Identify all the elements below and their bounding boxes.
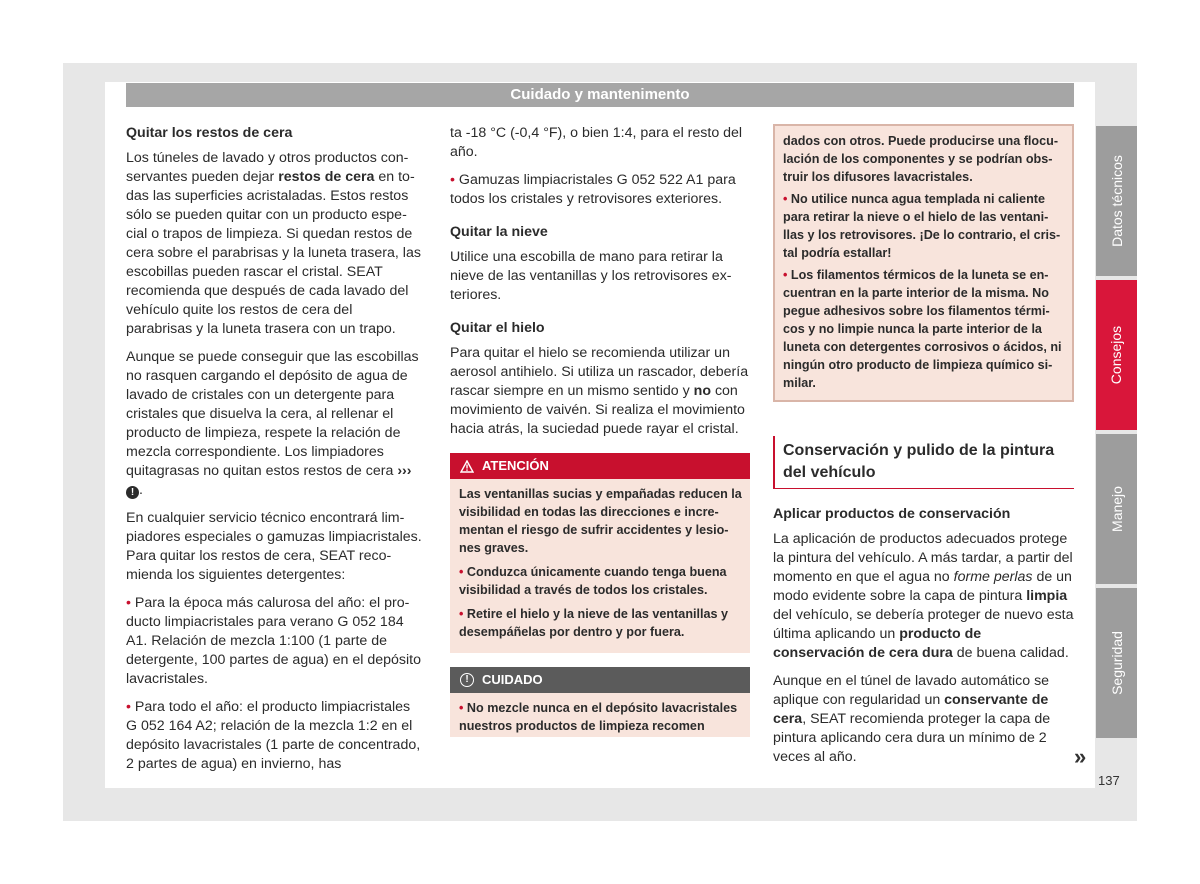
heading-ice: Quitar el hielo	[450, 320, 545, 336]
paragraph-service: En cualquier servicio técnico encontrará limpiadores especiales o gamuzas limpiacristales. Para quitar los restos de cera, SEAT recomienda los siguientes detergentes:	[126, 510, 422, 583]
tab-datos-tecnicos[interactable]: Datos técnicos	[1096, 126, 1137, 276]
care-text: dados con otros. Puede producirse una floculación de los componentes y se podrían obstruir los difusores lavacristales.	[783, 134, 1059, 184]
paragraph-car-wash: Aunque en el túnel de lavado automático se aplique con regularidad un conservante de cera, SEAT recomienda proteger la capa de pintura aplicando cera dura un mínimo de 2 veces al año.	[773, 673, 1051, 765]
column-left	[126, 124, 422, 783]
care-bullet: • Los filamentos térmicos de la luneta se encuentran en la parte interior de la misma. No pegue adhesivos sobre los filamentos térmicos y no limpie nunca la parte interior de la luneta con detergentes corrosivos o ácidos, ni ningún otro producto de limpieza químico similar.	[783, 268, 1062, 390]
info-circle-icon: !	[460, 673, 474, 687]
paragraph-wax-intro: Los túneles de lavado y otros productos conservantes pueden dejar restos de cera en todas las superficies acristaladas. Estos restos sólo se pueden quitar con un producto especial o trapos de limpieza. Si quedan restos de cera sobre el parabrisas y la luneta trasera, las escobillas pueden rascar el cristal. SEAT recomienda que después de cada lavado del vehículo quite los restos de cera del parabrisas y la luneta trasera con un trapo.	[126, 150, 421, 337]
tab-seguridad[interactable]: Seguridad	[1096, 588, 1137, 738]
care-bullet: • No utilice nunca agua templada ni caliente para retirar la nieve o el hielo de las ventanillas y los retrovisores. ¡De lo contrario, el cristal podría estallar!	[783, 192, 1061, 260]
paragraph-snow: Utilice una escobilla de mano para retirar la nieve de las ventanillas y los retrovisores exteriores.	[450, 249, 732, 303]
cross-reference-arrow[interactable]: ›››	[397, 463, 412, 479]
care-header	[450, 667, 750, 693]
bullet-chamois: • Gamuzas limpiacristales G 052 522 A1 para todos los cristales y retrovisores exteriores.	[450, 172, 736, 207]
bullet-summer: • Para la época más calurosa del año: el producto limpiacristales para verano G 052 184 A1. Relación de mezcla 1:100 (1 parte de detergente, 100 partes de agua) en el depósito lavacristales.	[126, 595, 422, 687]
column-right	[773, 124, 1074, 776]
care-box-continued	[773, 124, 1074, 402]
attention-header	[450, 453, 750, 479]
tab-consejos[interactable]: Consejos	[1096, 280, 1137, 430]
attention-bullet: • Conduzca únicamente cuando tenga buena visibilidad a través de todos los cristales.	[459, 565, 727, 597]
paragraph-apply: La aplicación de productos adecuados protege la pintura del vehículo. A más tardar, a partir del momento en que el agua no forme perlas de un modo evidente sobre la capa de pintura limpia del vehículo, se debería proteger de nuevo esta última aplicando un producto de conservación de cera dura de buena calidad.	[773, 531, 1074, 661]
column-middle	[450, 124, 750, 737]
section-title-paint: Conservación y pulido de la pintura del vehículo	[773, 436, 1074, 489]
warning-triangle-icon	[460, 460, 474, 473]
paragraph-ice: Para quitar el hielo se recomienda utilizar un aerosol antihielo. Si utiliza un rascador, debería rascar siempre en un mismo sentido y no con movimiento de vaivén. Si realiza el movimiento hacia atrás, la suciedad puede rayar el cristal.	[450, 345, 749, 437]
attention-body	[450, 479, 750, 653]
page-header: Cuidado y mantenimento	[126, 83, 1074, 107]
heading-wax: Quitar los restos de cera	[126, 125, 293, 141]
page-number: 137	[1098, 773, 1120, 788]
paragraph-continued: ta -18 °C (-0,4 °F), o bien 1:4, para el resto del año.	[450, 125, 743, 160]
attention-label: ATENCIÓN	[482, 458, 549, 473]
continued-arrow: »	[1074, 744, 1087, 769]
care-label: CUIDADO	[482, 672, 543, 687]
heading-apply: Aplicar productos de conservación	[773, 506, 1011, 522]
paragraph-wiper: Aunque se puede conseguir que las escobillas no rasquen cargando el depósito de agua de lavado de cristales con un detergente para cristales que disuelva la cera, al rellenar el producto de limpieza, respete la relación de mezcla correspondiente. Los limpiadores quitagrasas no quitan estos restos de cera ››› ! .	[126, 349, 419, 498]
attention-box	[450, 453, 750, 653]
tab-manejo[interactable]: Manejo	[1096, 434, 1137, 584]
heading-snow: Quitar la nieve	[450, 224, 548, 240]
care-body: • No mezcle nunca en el depósito lavacristales nuestros productos de limpieza recomen	[450, 693, 750, 737]
attention-bullet: • Retire el hielo y la nieve de las ventanillas y desempáñelas por dentro y por fuera.	[459, 607, 729, 639]
attention-text: Las ventanillas sucias y empañadas reducen la visibilidad en todas las direcciones e incrementan el riesgo de sufrir accidentes y lesiones graves.	[459, 487, 742, 555]
warning-circle-icon: !	[126, 486, 139, 499]
bullet-all-year: • Para todo el año: el producto limpiacristales G 052 164 A2; relación de la mezcla 1:2 en el depósito lavacristales (1 parte de concentrado, 2 partes de agua) en invierno, has	[126, 699, 421, 772]
